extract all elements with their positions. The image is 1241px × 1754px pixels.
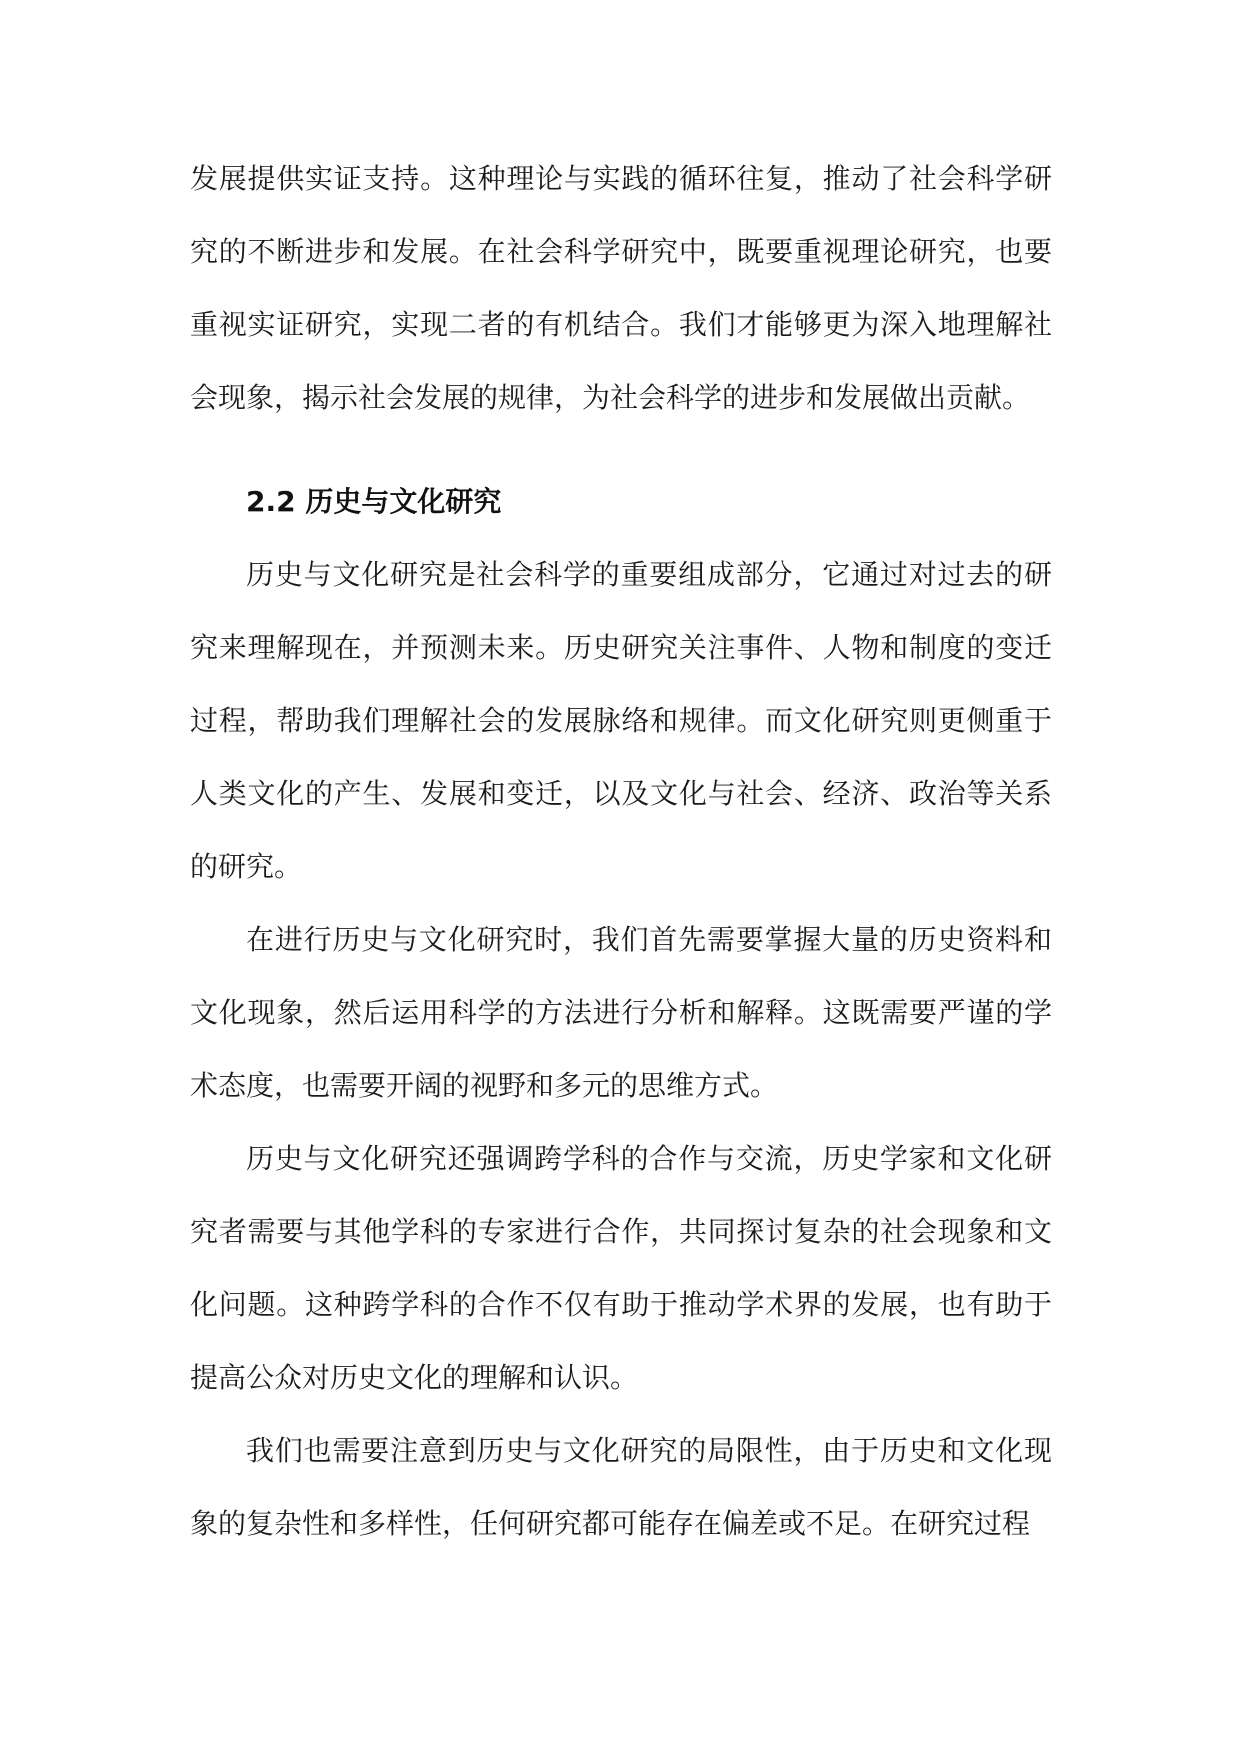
paragraph-continued: 发展提供实证支持。这种理论与实践的循环往复，推动了社会科学研究的不断进步和发展。在社会科学研究中，既要重视理论研究，也要重视实证研究，实现二者的有机结合。我们才能够更为深入地理解社会现象，揭示社会发展的规律，为社会科学的进步和发展做出贡献。 xyxy=(190,162,1052,414)
document-body xyxy=(190,142,1052,1560)
paragraph-2: 在进行历史与文化研究时，我们首先需要掌握大量的历史资料和文化现象，然后运用科学的方法进行分析和解释。这既需要严谨的学术态度，也需要开阔的视野和多元的思维方式。 xyxy=(190,923,1052,1102)
section-heading: 2.2 历史与文化研究 xyxy=(246,485,502,518)
paragraph-1: 历史与文化研究是社会科学的重要组成部分，它通过对过去的研究来理解现在，并预测未来。历史研究关注事件、人物和制度的变迁过程，帮助我们理解社会的发展脉络和规律。而文化研究则更侧重于人类文化的产生、发展和变迁，以及文化与社会、经济、政治等关系的研究。 xyxy=(190,558,1052,883)
paragraph-3: 历史与文化研究还强调跨学科的合作与交流，历史学家和文化研究者需要与其他学科的专家进行合作，共同探讨复杂的社会现象和文化问题。这种跨学科的合作不仅有助于推动学术界的发展，也有助于提高公众对历史文化的理解和认识。 xyxy=(190,1142,1052,1394)
paragraph-4: 我们也需要注意到历史与文化研究的局限性，由于历史和文化现象的复杂性和多样性，任何研究都可能存在偏差或不足。在研究过程 xyxy=(190,1434,1052,1540)
